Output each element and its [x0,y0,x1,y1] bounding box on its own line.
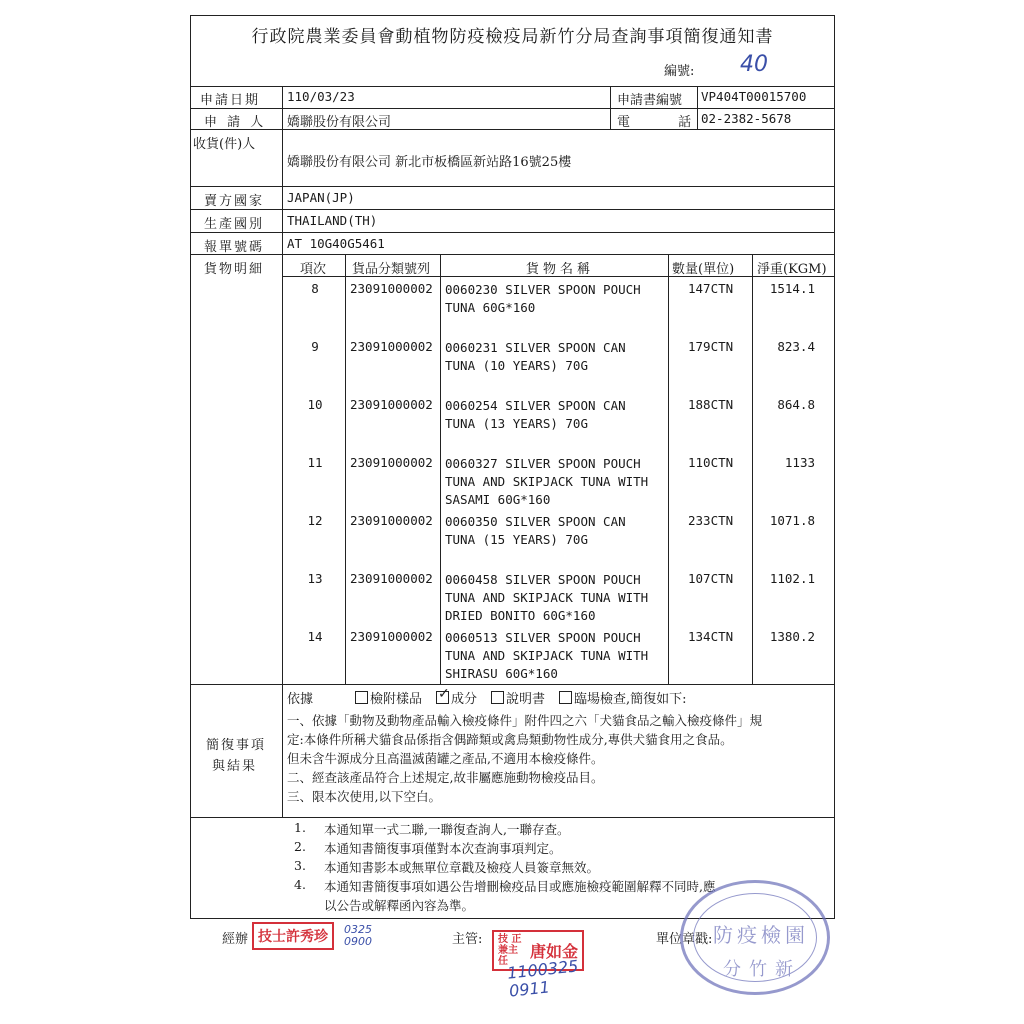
note-number: 3. [294,858,306,873]
origin-country-label: 生產國別 [204,217,265,232]
goods-item-code: 23091000002 [350,397,433,412]
note-text: 本通知書簡復事項如遇公告增刪檢疫品目或應施檢疫範圍解釋不同時,應 [324,879,716,894]
goods-item-number: 11 [307,455,323,470]
divider [440,254,441,684]
reply-line: 定:本條件所稱犬貓食品係指含偶蹄類或禽鳥類動物性成分,專供犬貓食用之食品。 [287,732,733,747]
note-number: 4. [294,877,306,892]
goods-item-quantity: 147CTN [688,281,734,296]
checkbox-icon [491,691,504,704]
goods-item-name-line: SASAMI 60G*160 [445,492,551,507]
divider [190,817,835,818]
goods-item-weight: 823.4 [777,339,815,354]
note-number: 1. [294,820,306,835]
seller-country-value: JAPAN(JP) [287,190,355,205]
seller-country-label: 賣方國家 [204,194,265,209]
reply-label-line2: 與結果 [212,759,258,774]
document-title: 行政院農業委員會動植物防疫檢疫局新竹分局查詢事項簡復通知書 [251,27,774,47]
handler-note: 0325 0900 [344,923,372,948]
goods-header-name: 貨物名稱 [526,262,595,277]
goods-item-code: 23091000002 [350,571,433,586]
applicant-label: 申 請 人 [204,115,267,130]
goods-item-quantity: 179CTN [688,339,734,354]
phone-value: 02-2382-5678 [701,111,792,126]
applicant-value: 嬌聯股份有限公司 [287,115,392,130]
app-number-value: VP404T00015700 [701,89,807,104]
goods-item-number: 12 [307,513,323,528]
divider [190,86,835,87]
goods-item-weight: 1380.2 [769,629,815,644]
checkbox-icon [355,691,368,704]
goods-item-weight: 1102.1 [769,571,815,586]
consignee-label: 收貨(件)人 [193,137,256,152]
divider [282,86,283,817]
basis-option [559,692,687,707]
origin-country-value: THAILAND(TH) [287,213,378,228]
basis-option [355,692,422,707]
phone-label: 電 話 [617,115,714,130]
goods-item-number: 8 [311,281,319,296]
divider [752,254,753,684]
divider [190,684,835,685]
apply-date-value: 110/03/23 [287,89,355,104]
basis-label: 依據 [287,692,314,707]
divider [190,186,835,187]
goods-item-name-line: 0060327 SILVER SPOON POUCH [445,456,641,471]
checkbox-icon [559,691,572,704]
basis-option-label: 成分 [451,692,478,707]
goods-item-code: 23091000002 [350,281,433,296]
declaration-label: 報單號碼 [204,240,265,255]
goods-header-qty: 數量(單位) [672,262,735,277]
basis-option [491,692,545,707]
basis-option-label: 說明書 [506,692,546,707]
goods-item-weight: 1133 [784,455,815,470]
goods-item-name-line: 0060231 SILVER SPOON CAN [445,340,626,355]
goods-item-name-line: TUNA AND SKIPJACK TUNA WITH [445,474,649,489]
goods-item-name-line: 0060350 SILVER SPOON CAN [445,514,626,529]
app-number-label: 申請書編號 [617,93,683,108]
doc-number-value: 40 [740,52,768,77]
supervisor-label: 主管: [452,932,483,947]
note-number: 2. [294,839,306,854]
divider [190,209,835,210]
basis-options [355,688,701,707]
goods-item-quantity: 188CTN [688,397,734,412]
reply-line: 但未含牛源成分且高溫滅菌罐之產品,不適用本檢疫條件。 [287,751,604,766]
goods-item-weight: 864.8 [777,397,815,412]
goods-item-name-line: 0060458 SILVER SPOON POUCH [445,572,641,587]
note-text: 本通知書影本或無單位章戳及檢疫人員簽章無效。 [324,860,600,875]
goods-label: 貨物明細 [204,262,265,277]
reply-line: 一、依據「動物及動物產品輸入檢疫條件」附件四之六「犬貓食品之輸入檢疫條件」規 [287,713,763,728]
checked-box-icon [436,691,449,704]
goods-item-name-line: 0060254 SILVER SPOON CAN [445,398,626,413]
goods-item-number: 14 [307,629,323,644]
supervisor-stamp-name: 唐如金 [530,942,579,961]
goods-item-name-line: TUNA (15 YEARS) 70G [445,532,588,547]
handler-label: 經辦 [222,932,249,947]
supervisor-note: 1100325 0911 [506,956,580,1001]
goods-item-quantity: 107CTN [688,571,734,586]
seal-text-lower: 分竹新 [723,959,801,980]
goods-item-code: 23091000002 [350,339,433,354]
consignee-value: 嬌聯股份有限公司 新北市板橋區新站路16號25樓 [287,155,572,170]
goods-header-item: 項次 [300,262,327,277]
goods-item-name-line: TUNA AND SKIPJACK TUNA WITH [445,590,649,605]
goods-item-number: 10 [307,397,323,412]
goods-item-quantity: 233CTN [688,513,734,528]
goods-item-quantity: 110CTN [688,455,734,470]
official-seal [680,880,830,995]
reply-line: 二、經查該產品符合上述規定,故非屬應施動物檢疫品目。 [287,770,604,785]
goods-item-code: 23091000002 [350,455,433,470]
goods-item-quantity: 134CTN [688,629,734,644]
declaration-value: AT 10G40G5461 [287,236,385,251]
divider [610,86,611,129]
divider [668,254,669,684]
note-text: 本通知單一式二聯,一聯復查詢人,一聯存查。 [324,822,570,837]
reply-label-line1: 簡復事項 [206,738,267,753]
goods-item-name-line: TUNA AND SKIPJACK TUNA WITH [445,648,649,663]
goods-item-name-line: TUNA 60G*160 [445,300,536,315]
goods-item-weight: 1071.8 [769,513,815,528]
goods-item-name-line: 0060513 SILVER SPOON POUCH [445,630,641,645]
goods-item-number: 9 [311,339,319,354]
supervisor-stamp-title: 技 正 兼主任 [498,934,522,967]
goods-item-name-line: TUNA (13 YEARS) 70G [445,416,588,431]
divider [190,232,835,233]
doc-number-label: 編號: [664,64,695,79]
basis-option-label: 檢附樣品 [370,692,423,707]
basis-option-label: 臨場檢查,簡復如下: [574,692,687,707]
basis-option [436,692,477,707]
divider [190,254,835,255]
divider [345,254,346,684]
handler-stamp: 技士許秀珍 [252,922,334,950]
note-text: 以公告或解釋函內容為準。 [324,898,475,913]
goods-item-name-line: 0060230 SILVER SPOON POUCH [445,282,641,297]
goods-item-weight: 1514.1 [769,281,815,296]
apply-date-label: 申請日期 [200,93,261,108]
goods-item-code: 23091000002 [350,513,433,528]
unit-stamp-label: 單位章戳: [656,932,713,947]
goods-item-name-line: DRIED BONITO 60G*160 [445,608,596,623]
reply-line: 三、限本次使用,以下空白。 [287,789,441,804]
divider [190,108,835,109]
goods-header-weight: 淨重(KGM) [757,262,827,277]
goods-item-number: 13 [307,571,323,586]
goods-item-name-line: SHIRASU 60G*160 [445,666,558,681]
goods-header-code: 貨品分類號列 [352,262,431,277]
seal-text-upper: 防疫檢園 [713,923,809,947]
note-text: 本通知書簡復事項僅對本次查詢事項判定。 [324,841,562,856]
goods-item-name-line: TUNA (10 YEARS) 70G [445,358,588,373]
goods-item-code: 23091000002 [350,629,433,644]
